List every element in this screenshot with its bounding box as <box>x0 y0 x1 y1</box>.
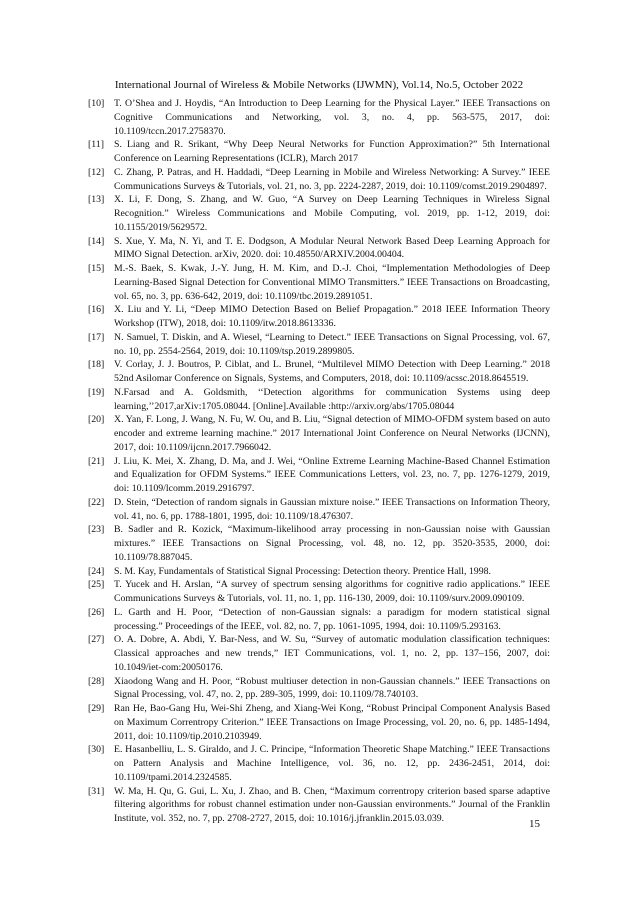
reference-number: [10] <box>88 98 105 109</box>
reference-text: C. Zhang, P. Patras, and H. Haddadi, “Deep Learning in Mobile and Wireless Networking: A Survey.” IEEE Communications Surveys & Tutorials, vol. 21, no. 3, pp. 2224-2287, 2019, doi: 10.1109/comst.2019.2904897. <box>114 166 550 192</box>
reference-number: [19] <box>88 386 105 398</box>
reference-item <box>88 523 550 564</box>
reference-text: X. Li, F. Dong, S. Zhang, and W. Guo, “A Survey on Deep Learning Techniques in Wireless Signal Recognition.” Wireless Communications and Mobile Computing, vol. 2019, pp. 1-12, 2019, doi: 10.1155/2019/5629572. <box>114 194 550 233</box>
reference-text: X. Liu and Y. Li, “Deep MIMO Detection Based on Belief Propagation.” 2018 IEEE Information Theory Workshop (ITW), 2018, doi: 10.1109/itw.2018.8613336. <box>114 304 550 329</box>
reference-number: [15] <box>88 263 105 274</box>
reference-text: Xiaodong Wang and H. Poor, “Robust multiuser detection in non-Gaussian channels.” IEEE Transactions on Signal Processing, vol. 47, no. 2, pp. 289-305, 1999, doi: 10.1109/78.740103. <box>114 675 550 701</box>
reference-item <box>88 386 550 414</box>
reference-item <box>88 235 550 263</box>
reference-number: [27] <box>88 634 105 646</box>
reference-number: [24] <box>88 565 105 577</box>
reference-item <box>88 303 550 331</box>
reference-text: B. Sadler and R. Kozick, “Maximum-likelihood array processing in non-Gaussian noise with Gaussian mixtures.” IEEE Transactions on Signal Processing, vol. 48, no. 12, pp. 3520-3535, 2000, doi: 10.1109/78.887045. <box>114 524 550 563</box>
reference-number: [31] <box>88 785 105 797</box>
reference-text: S. M. Kay, Fundamentals of Statistical Signal Processing: Detection theory. Prentice Hall, 1998. <box>114 565 491 577</box>
reference-text: M.-S. Baek, S. Kwak, J.-Y. Jung, H. M. Kim, and D.-J. Choi, “Implementation Methodologies of Deep Learning-Based Signal Detection for Conventional MIMO Transmitters.” IEEE Transactions on Broadcasting, vol. 65, no. 3, pp. 636-642, 2019, doi: 10.1109/tbc.2019.2891051. <box>114 263 550 302</box>
reference-item <box>88 331 550 359</box>
reference-item <box>88 606 550 634</box>
reference-text: Ran He, Bao-Gang Hu, Wei-Shi Zheng, and Xiang-Wei Kong, “Robust Principal Component Analysis Based on Maximum Correntropy Criterion.” IEEE Transactions on Image Processing, vol. 20, no. 6, pp. 1485-1494, 2011, doi: 10.1109/tip.2010.2103949. <box>114 703 550 742</box>
reference-item <box>88 413 550 454</box>
reference-text: N.Farsad and A. Goldsmith, ‘‘Detection algorithms for communication Systems using deep learning,’’2017,arXiv:1705.08044. [Online].Available :http://arxiv.org/abs/1705.08044 <box>114 386 550 412</box>
reference-number: [29] <box>88 703 105 714</box>
reference-item <box>88 702 550 743</box>
reference-item <box>88 578 550 606</box>
reference-item <box>88 262 550 303</box>
reference-list <box>88 97 550 826</box>
reference-number: [23] <box>88 524 105 536</box>
reference-item <box>88 675 550 703</box>
reference-number: [16] <box>88 304 105 316</box>
reference-item <box>88 358 550 386</box>
reference-number: [28] <box>88 675 105 687</box>
reference-item <box>88 633 550 674</box>
reference-number: [20] <box>88 414 105 426</box>
page-number: 15 <box>529 818 540 830</box>
reference-number: [26] <box>88 606 105 618</box>
reference-text: J. Liu, K. Mei, X. Zhang, D. Ma, and J. Wei, “Online Extreme Learning Machine-Based Channel Estimation and Equalization for OFDM Systems.” IEEE Communications Letters, vol. 23, no. 7, pp. 1276-1279, 2019, doi: 10.1109/lcomm.2019.2916797. <box>114 455 550 494</box>
reference-item <box>88 496 550 524</box>
reference-item <box>88 743 550 784</box>
reference-item <box>88 138 550 166</box>
reference-text: D. Stein, “Detection of random signals in Gaussian mixture noise.” IEEE Transactions on Information Theory, vol. 41, no. 6, pp. 1788-1801, 1995, doi: 10.1109/18.476307. <box>114 496 550 522</box>
reference-text: V. Corlay, J. J. Boutros, P. Ciblat, and L. Brunel, “Multilevel MIMO Detection with Deep Learning.” 2018 52nd Asilomar Conference on Signals, Systems, and Computers, 2018, doi: 10.1109/acssc.2018.8645519. <box>114 359 550 384</box>
reference-item <box>88 97 550 138</box>
reference-text: N. Samuel, T. Diskin, and A. Wiesel, “Learning to Detect.” IEEE Transactions on Signal Processing, vol. 67, no. 10, pp. 2554-2564, 2019, doi: 10.1109/tsp.2019.2899805. <box>114 331 550 357</box>
reference-text: L. Garth and H. Poor, “Detection of non-Gaussian signals: a paradigm for modern statistical signal processing.” Proceedings of the IEEE, vol. 82, no. 7, pp. 1061-1095, 1994, doi: 10.1109/5.293163. <box>114 606 550 632</box>
reference-text: X. Yan, F. Long, J. Wang, N. Fu, W. Ou, and B. Liu, “Signal detection of MIMO-OFDM system based on auto encoder and extreme learning machine.” 2017 International Joint Conference on Neural Networks (IJCNN), 2017, doi: 10.1109/ijcnn.2017.7966042. <box>114 414 550 453</box>
reference-number: [30] <box>88 744 105 756</box>
reference-item <box>88 455 550 496</box>
journal-header: International Journal of Wireless & Mobile Networks (IJWMN), Vol.14, No.5, October 2022 <box>114 79 524 91</box>
reference-item <box>88 565 550 579</box>
reference-number: [17] <box>88 331 105 343</box>
reference-text: O. A. Dobre, A. Abdi, Y. Bar-Ness, and W. Su, “Survey of automatic modulation classification techniques: Classical approaches and new trends,” IET Communications, vol. 1, no. 2, pp. 137–156, 2007, doi: 10.1049/iet-com:20050176. <box>114 634 550 673</box>
reference-text: S. Xue, Y. Ma, N. Yi, and T. E. Dodgson, A Modular Neural Network Based Deep Learning Approach for MIMO Signal Detection. arXiv, 2020. doi: 10.48550/ARXIV.2004.00404. <box>114 235 550 261</box>
reference-text: S. Liang and R. Srikant, “Why Deep Neural Networks for Function Approximation?” 5th International Conference on Learning Representations (ICLR), March 2017 <box>114 139 550 164</box>
reference-item <box>88 193 550 234</box>
reference-number: [11] <box>88 139 104 151</box>
reference-number: [13] <box>88 194 105 206</box>
reference-item <box>88 785 550 826</box>
reference-text: W. Ma, H. Qu, G. Gui, L. Xu, J. Zhao, and B. Chen, “Maximum correntropy criterion based sparse adaptive filtering algorithms for robust channel estimation under non-Gaussian environments.” Journal of the Franklin Institute, vol. 352, no. 7, pp. 2708-2727, 2015, doi: 10.1016/j.jfranklin.2015.03.039. <box>114 785 550 824</box>
reference-number: [12] <box>88 166 105 178</box>
reference-text: T. O’Shea and J. Hoydis, “An Introduction to Deep Learning for the Physical Layer.” IEEE Transactions on Cognitive Communications and Networking, vol. 3, no. 4, pp. 563-575, 2017, doi: 10.1109/tccn.2017.2758370. <box>114 98 550 137</box>
reference-text: E. Hasanbelliu, L. S. Giraldo, and J. C. Principe, “Information Theoretic Shape Matching.” IEEE Transactions on Pattern Analysis and Machine Intelligence, vol. 36, no. 12, pp. 2436-2451, 2014, doi: 10.1109/tpami.2014.2324585. <box>114 744 550 783</box>
reference-number: [22] <box>88 496 105 508</box>
reference-text: T. Yucek and H. Arslan, “A survey of spectrum sensing algorithms for cognitive radio applications.” IEEE Communications Surveys & Tutorials, vol. 11, no. 1, pp. 116-130, 2009, doi: 10.1109/surv.2009.090109. <box>114 579 550 604</box>
reference-number: [25] <box>88 579 105 591</box>
reference-number: [14] <box>88 235 105 247</box>
reference-number: [18] <box>88 359 105 371</box>
reference-number: [21] <box>88 455 105 467</box>
reference-item <box>88 166 550 194</box>
